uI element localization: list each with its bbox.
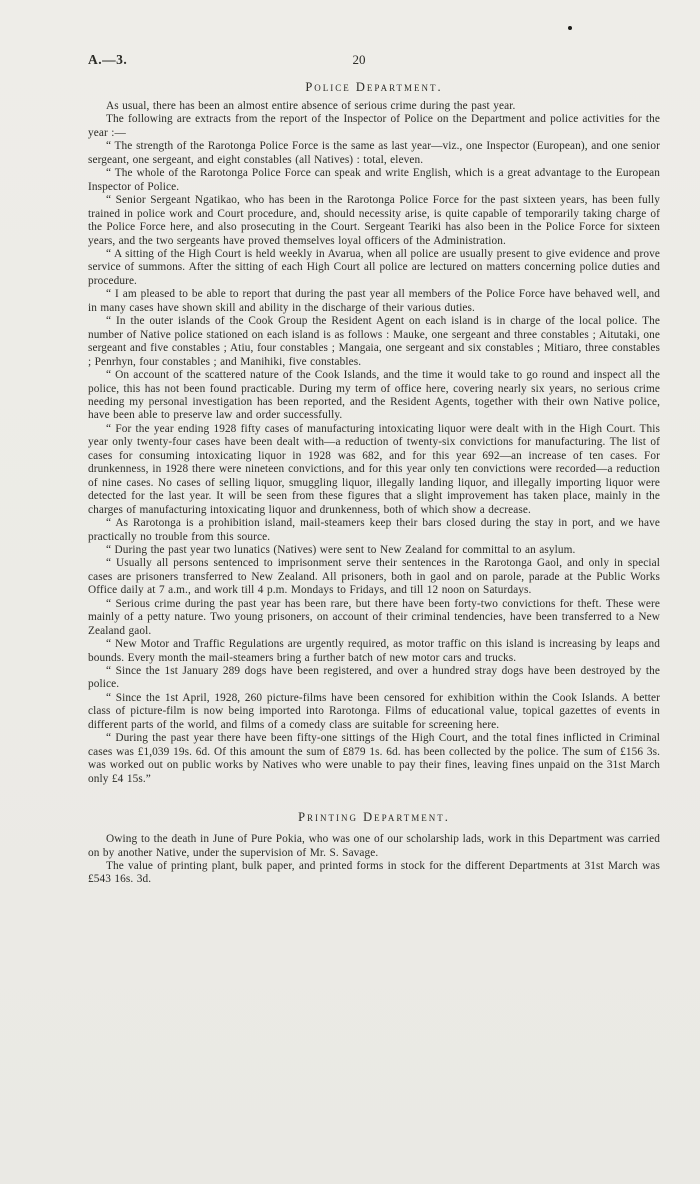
section-printing-department bbox=[88, 810, 660, 887]
section-title-police: Police Department. bbox=[305, 80, 443, 94]
paragraph: As usual, there has been an almost entire absence of serious crime during the past year. bbox=[106, 100, 516, 112]
section-title-printing: Printing Department. bbox=[298, 810, 450, 825]
paragraph: “ In the outer islands of the Cook Group the Resident Agent on each island is in charge of the local police. The number of Native police stationed on each island is as follows : Mauke, one sergeant and three constables ; Aitutaki, one sergeant and five constables ; Atiu, four constables ; Mangaia, one sergeant and six constables ; Mitiaro, three constables ; Penrhyn, four constables ; and Manihiki, five constables. bbox=[88, 315, 660, 368]
section-police-department bbox=[88, 80, 660, 786]
paragraph: “ During the past year there have been fifty-one sittings of the High Court, and the total fines inflicted in Criminal cases was £1,039 19s. 6d. Of this amount the sum of £879 1s. 6d. has been collected by the police. The sum of £156 3s. was worked out on public works by Natives who were unable to pay their fines, leaving fines unpaid on the 31st March only £4 15s.” bbox=[88, 732, 660, 785]
report-series-label: A.—3. bbox=[88, 52, 128, 67]
page-number: 20 bbox=[352, 52, 366, 67]
paragraph: “ Since the 1st April, 1928, 260 picture-films have been censored for exhibition within the Cook Islands. A better class of picture-film is now being imported into Rarotonga. Films of educational value, topical gazettes of events in different parts of the world, and films of a comedy class are suitable for screening here. bbox=[88, 691, 660, 731]
paragraph: “ The whole of the Rarotonga Police Force can speak and write English, which is a great advantage to the European Inspector of Police. bbox=[88, 167, 660, 193]
paragraph: “ I am pleased to be able to report that during the past year all members of the Police Force have behaved well, and in many cases have shown skill and ability in the discharge of their various duties. bbox=[88, 288, 660, 314]
paragraph: The value of printing plant, bulk paper, and printed forms in stock for the different Departments at 31st March was £543 16s. 3d. bbox=[88, 860, 660, 886]
page-content bbox=[88, 52, 660, 887]
paragraph: “ New Motor and Traffic Regulations are urgently required, as motor traffic on this island is increasing by leaps and bounds. Every month the mail-steamers bring a further batch of new motor cars and trucks. bbox=[88, 638, 660, 664]
paragraph: “ Senior Sergeant Ngatikao, who has been in the Rarotonga Police Force for the past sixteen years, has been fully trained in police work and Court procedure, and, should necessity arise, is quite capable of temporarily taking charge of the Police Force here, and also prosecuting in the Court. Sergeant Teariki has also been in the Police Force for sixteen years, and the two sergeants have proved themselves loyal officers of the Administration. bbox=[88, 194, 660, 247]
paragraph: Owing to the death in June of Pure Pokia, who was one of our scholarship lads, work in this Department was carried on by another Native, under the supervision of Mr. S. Savage. bbox=[88, 833, 660, 859]
paragraph: “ Serious crime during the past year has been rare, but there have been forty-two convictions for theft. These were mainly of a petty nature. Two young prisoners, on account of their criminal tendencies, have been transferred to a New Zealand gaol. bbox=[88, 597, 660, 637]
paragraph: “ Usually all persons sentenced to imprisonment serve their sentences in the Rarotonga Gaol, and only in special cases are prisoners transferred to New Zealand. All prisoners, both in gaol and on parole, parade at the Public Works Office daily at 7 a.m., and work till 4 p.m. Mondays to Fridays, and till 12 noon on Saturdays. bbox=[88, 557, 660, 597]
paragraph: “ The strength of the Rarotonga Police Force is the same as last year—viz., one Inspector (European), and one senior sergeant, one sergeant, and eight constables (all Natives) : total, eleven. bbox=[88, 140, 660, 166]
paragraph: “ Since the 1st January 289 dogs have been registered, and over a hundred stray dogs have been destroyed by the police. bbox=[88, 665, 660, 691]
paragraph: “ For the year ending 1928 fifty cases of manufacturing intoxicating liquor were dealt with in the High Court. This year only twenty-four cases have been dealt with—a reduction of twenty-six convictions for manufacturing. The list of cases for consuming intoxicating liquor in 1928 was 682, and for this year 692—an increase of ten cases. For drunkenness, in 1928 there were nineteen convictions, and for this year only ten convictions were recorded—a reduction of nine cases. No cases of selling liquor, smuggling liquor, illegally landing liquor, and illegally importing liquor were detected for the last year. It will be seen from these figures that a slight improvement has taken place, mainly in the charges of manufacturing intoxicating liquor and drunkenness, both of which show a decrease. bbox=[88, 422, 660, 516]
paragraph: “ On account of the scattered nature of the Cook Islands, and the time it would take to go round and inspect all the police, this has not been found practicable. During my term of office here, covering nearly six years, no serious crime needing my personal investigation has been reported, and the Resident Agents, together with their own Native police, have been able to preserve law and order successfully. bbox=[88, 369, 660, 422]
paragraph: The following are extracts from the report of the Inspector of Police on the Department and police activities for the year :— bbox=[88, 113, 660, 139]
page-header bbox=[88, 52, 660, 70]
ink-dot bbox=[568, 26, 572, 30]
paragraph: “ A sitting of the High Court is held weekly in Avarua, when all police are usually present to give evidence and prove service of summons. After the sitting of each High Court all police are lectured on matters concerning police duties and procedure. bbox=[88, 247, 660, 287]
paragraph: “ As Rarotonga is a prohibition island, mail-steamers keep their bars closed during the stay in port, and we have practically no trouble from this source. bbox=[88, 517, 660, 543]
paragraph: “ During the past year two lunatics (Natives) were sent to New Zealand for committal to an asylum. bbox=[106, 543, 576, 556]
